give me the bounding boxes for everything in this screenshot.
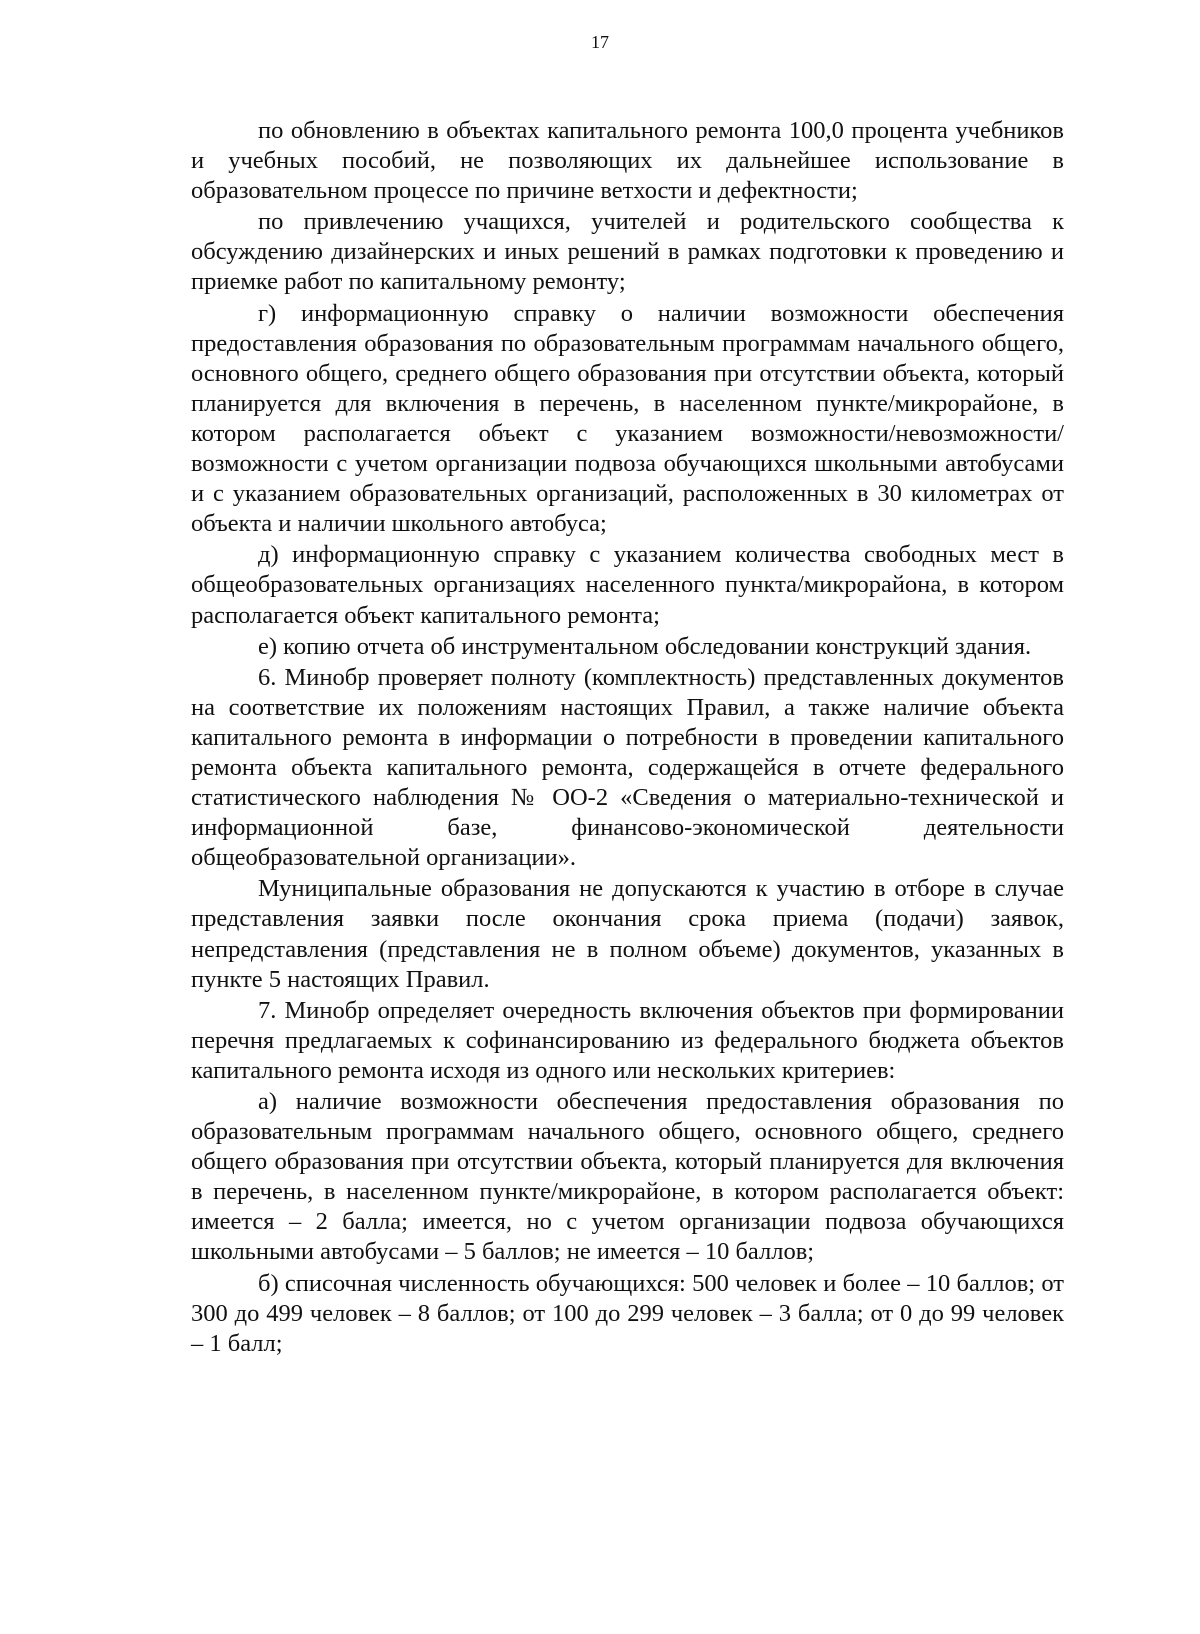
paragraph-clause-6: 6. Минобр проверяет полноту (комплектность) представленных документов на соответствие их положениям настоящих Правил, а также наличие объекта капитального ремонта в информации о потребности в проведении капитального ремонта объекта капитального ремонта, содержащейся в отчете федерального статистического наблюдения № ОО-2 «Сведения о материально-технической и информационной базе, финансово-экономической деятельности общеобразовательной организации». [191, 663, 1064, 872]
page-number: 17 [591, 32, 609, 52]
paragraph-item-d: д) информационную справку с указанием количества свободных мест в общеобразовательных организациях населенного пункта/микрорайона, в котором располагается объект капитального ремонта; [191, 541, 1064, 629]
paragraph-admission-rules: Муниципальные образования не допускаются к участию в отборе в случае представления заявки после окончания срока приема (подачи) заявок, непредставления (представления не в полном объеме) документов, указанных в пункте 5 настоящих Правил. [191, 875, 1064, 993]
paragraph-criterion-b: б) списочная численность обучающихся: 500 человек и более – 10 баллов; от 300 до 499 человек – 8 баллов; от 100 до 299 человек – 3 балла; от 0 до 99 человек – 1 балл; [191, 1269, 1064, 1357]
document-body [191, 116, 1064, 1359]
paragraph-item-e: е) копию отчета об инструментальном обследовании конструкций здания. [258, 632, 1032, 660]
paragraph-community-involvement: по привлечению учащихся, учителей и родительского сообщества к обсуждению дизайнерских и иных решений в рамках подготовки к проведению и приемке работ по капитальному ремонту; [191, 208, 1064, 296]
paragraph-item-g: г) информационную справку о наличии возможности обеспечения предоставления образования по образовательным программам начального общего, основного общего, среднего общего образования при отсутствии объекта, который планируется для включения в перечень, в населенном пункте/микрорайоне, в котором располагается объект с указанием возможности/невозможности/возможности с учетом организации подвоза обучающихся школьными автобусами и с указанием образовательных организаций, расположенных в 30 километрах от объекта и наличии школьного автобуса; [191, 299, 1064, 538]
paragraph-clause-7: 7. Минобр определяет очередность включения объектов при формировании перечня предлагаемых к софинансированию из федерального бюджета объектов капитального ремонта исходя из одного или нескольких критериев: [191, 996, 1064, 1084]
paragraph-textbooks-renewal: по обновлению в объектах капитального ремонта 100,0 процента учебников и учебных пособий, не позволяющих их дальнейшее использование в образовательном процессе по причине ветхости и дефектности; [191, 117, 1064, 205]
paragraph-criterion-a: а) наличие возможности обеспечения предоставления образования по образовательным программам начального общего, основного общего, среднего общего образования при отсутствии объекта, который планируется для включения в перечень, в населенном пункте/микрорайоне, в котором располагается объект: имеется – 2 балла; имеется, но с учетом организации подвоза обучающихся школьными автобусами – 5 баллов; не имеется – 10 баллов; [191, 1088, 1064, 1266]
